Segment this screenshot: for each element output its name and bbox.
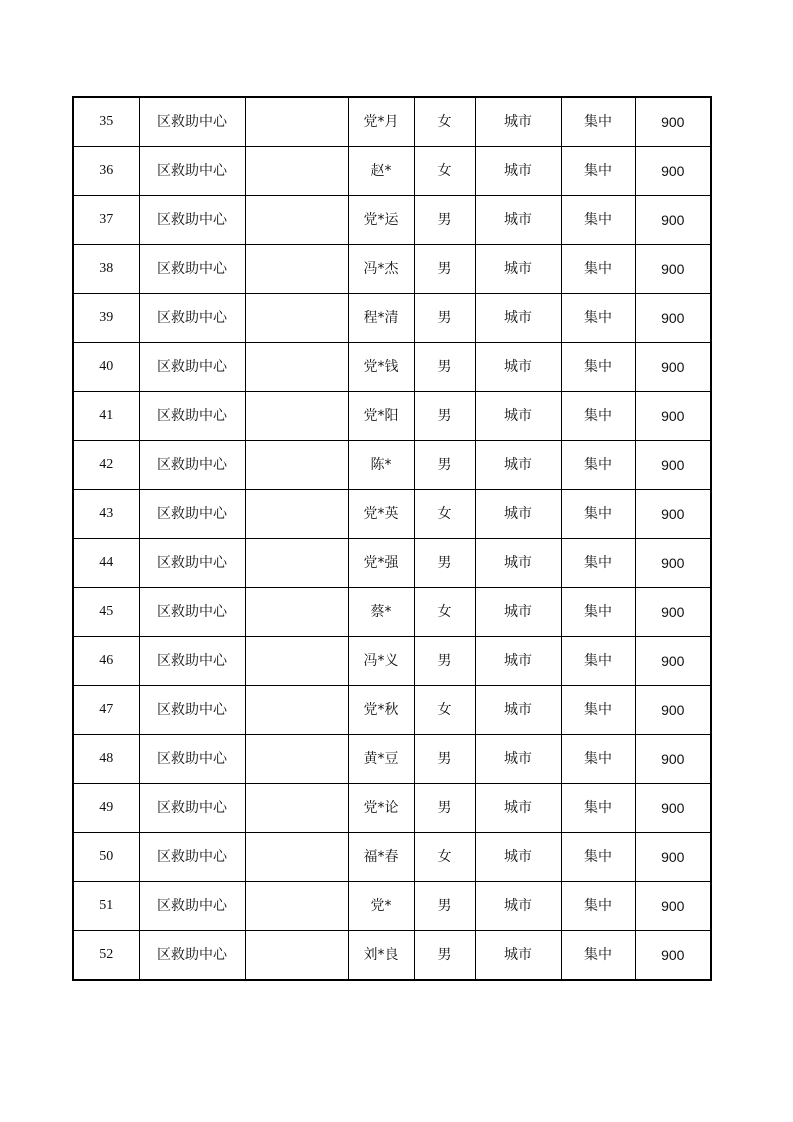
amount-cell: 900 <box>635 686 711 735</box>
amount-cell: 900 <box>635 441 711 490</box>
gender-cell: 女 <box>414 833 475 882</box>
amount-cell: 900 <box>635 735 711 784</box>
empty-cell <box>245 343 348 392</box>
recipient-name-cell: 刘*良 <box>348 931 414 981</box>
empty-cell <box>245 833 348 882</box>
gender-cell: 男 <box>414 735 475 784</box>
empty-cell <box>245 735 348 784</box>
empty-cell <box>245 490 348 539</box>
amount-cell: 900 <box>635 588 711 637</box>
recipient-name-cell: 冯*杰 <box>348 245 414 294</box>
area-type-cell: 城市 <box>475 97 561 147</box>
row-number-cell: 49 <box>73 784 139 833</box>
table-row <box>73 245 711 294</box>
recipient-name-cell: 党*论 <box>348 784 414 833</box>
empty-cell <box>245 637 348 686</box>
recipient-name-cell: 党*钱 <box>348 343 414 392</box>
table-row <box>73 343 711 392</box>
empty-cell <box>245 245 348 294</box>
recipient-name-cell: 蔡* <box>348 588 414 637</box>
recipient-name-cell: 党*月 <box>348 97 414 147</box>
table-row <box>73 588 711 637</box>
organization-cell: 区救助中心 <box>139 245 245 294</box>
table-row <box>73 196 711 245</box>
area-type-cell: 城市 <box>475 196 561 245</box>
organization-cell: 区救助中心 <box>139 833 245 882</box>
support-type-cell: 集中 <box>561 735 635 784</box>
area-type-cell: 城市 <box>475 637 561 686</box>
recipient-name-cell: 黄*豆 <box>348 735 414 784</box>
row-number-cell: 39 <box>73 294 139 343</box>
amount-cell: 900 <box>635 882 711 931</box>
organization-cell: 区救助中心 <box>139 490 245 539</box>
organization-cell: 区救助中心 <box>139 343 245 392</box>
support-type-cell: 集中 <box>561 931 635 981</box>
table-row <box>73 539 711 588</box>
row-number-cell: 36 <box>73 147 139 196</box>
table-row <box>73 735 711 784</box>
row-number-cell: 42 <box>73 441 139 490</box>
area-type-cell: 城市 <box>475 441 561 490</box>
empty-cell <box>245 539 348 588</box>
row-number-cell: 43 <box>73 490 139 539</box>
row-number-cell: 37 <box>73 196 139 245</box>
organization-cell: 区救助中心 <box>139 882 245 931</box>
gender-cell: 男 <box>414 637 475 686</box>
organization-cell: 区救助中心 <box>139 392 245 441</box>
amount-cell: 900 <box>635 294 711 343</box>
recipient-name-cell: 党*阳 <box>348 392 414 441</box>
organization-cell: 区救助中心 <box>139 588 245 637</box>
amount-cell: 900 <box>635 245 711 294</box>
support-type-cell: 集中 <box>561 539 635 588</box>
empty-cell <box>245 441 348 490</box>
empty-cell <box>245 882 348 931</box>
row-number-cell: 50 <box>73 833 139 882</box>
support-type-cell: 集中 <box>561 490 635 539</box>
table-row <box>73 490 711 539</box>
support-type-cell: 集中 <box>561 833 635 882</box>
table-row <box>73 637 711 686</box>
gender-cell: 女 <box>414 588 475 637</box>
gender-cell: 男 <box>414 343 475 392</box>
table-body <box>73 97 711 980</box>
area-type-cell: 城市 <box>475 735 561 784</box>
row-number-cell: 51 <box>73 882 139 931</box>
gender-cell: 男 <box>414 931 475 981</box>
amount-cell: 900 <box>635 833 711 882</box>
organization-cell: 区救助中心 <box>139 539 245 588</box>
area-type-cell: 城市 <box>475 343 561 392</box>
gender-cell: 男 <box>414 196 475 245</box>
support-type-cell: 集中 <box>561 686 635 735</box>
table-row <box>73 882 711 931</box>
empty-cell <box>245 147 348 196</box>
organization-cell: 区救助中心 <box>139 147 245 196</box>
area-type-cell: 城市 <box>475 833 561 882</box>
amount-cell: 900 <box>635 196 711 245</box>
empty-cell <box>245 931 348 981</box>
row-number-cell: 48 <box>73 735 139 784</box>
organization-cell: 区救助中心 <box>139 637 245 686</box>
gender-cell: 男 <box>414 294 475 343</box>
gender-cell: 女 <box>414 97 475 147</box>
organization-cell: 区救助中心 <box>139 686 245 735</box>
area-type-cell: 城市 <box>475 588 561 637</box>
row-number-cell: 44 <box>73 539 139 588</box>
empty-cell <box>245 588 348 637</box>
gender-cell: 女 <box>414 147 475 196</box>
empty-cell <box>245 392 348 441</box>
amount-cell: 900 <box>635 637 711 686</box>
amount-cell: 900 <box>635 97 711 147</box>
amount-cell: 900 <box>635 931 711 981</box>
gender-cell: 男 <box>414 441 475 490</box>
support-type-cell: 集中 <box>561 637 635 686</box>
table-row <box>73 784 711 833</box>
support-type-cell: 集中 <box>561 294 635 343</box>
gender-cell: 男 <box>414 784 475 833</box>
area-type-cell: 城市 <box>475 490 561 539</box>
amount-cell: 900 <box>635 343 711 392</box>
table-row <box>73 392 711 441</box>
empty-cell <box>245 686 348 735</box>
support-type-cell: 集中 <box>561 147 635 196</box>
support-type-cell: 集中 <box>561 343 635 392</box>
recipient-name-cell: 福*春 <box>348 833 414 882</box>
row-number-cell: 41 <box>73 392 139 441</box>
area-type-cell: 城市 <box>475 294 561 343</box>
area-type-cell: 城市 <box>475 882 561 931</box>
area-type-cell: 城市 <box>475 392 561 441</box>
area-type-cell: 城市 <box>475 147 561 196</box>
area-type-cell: 城市 <box>475 686 561 735</box>
recipient-name-cell: 赵* <box>348 147 414 196</box>
recipient-name-cell: 陈* <box>348 441 414 490</box>
recipient-name-cell: 程*清 <box>348 294 414 343</box>
support-type-cell: 集中 <box>561 588 635 637</box>
gender-cell: 男 <box>414 539 475 588</box>
gender-cell: 女 <box>414 686 475 735</box>
table-row <box>73 294 711 343</box>
row-number-cell: 40 <box>73 343 139 392</box>
amount-cell: 900 <box>635 147 711 196</box>
recipient-name-cell: 党*运 <box>348 196 414 245</box>
support-type-cell: 集中 <box>561 784 635 833</box>
table-row <box>73 686 711 735</box>
recipient-name-cell: 党*英 <box>348 490 414 539</box>
row-number-cell: 35 <box>73 97 139 147</box>
table-row <box>73 97 711 147</box>
amount-cell: 900 <box>635 784 711 833</box>
organization-cell: 区救助中心 <box>139 931 245 981</box>
empty-cell <box>245 97 348 147</box>
support-type-cell: 集中 <box>561 882 635 931</box>
amount-cell: 900 <box>635 490 711 539</box>
table-row <box>73 441 711 490</box>
gender-cell: 男 <box>414 882 475 931</box>
support-type-cell: 集中 <box>561 245 635 294</box>
recipient-name-cell: 党*秋 <box>348 686 414 735</box>
area-type-cell: 城市 <box>475 784 561 833</box>
gender-cell: 女 <box>414 490 475 539</box>
empty-cell <box>245 196 348 245</box>
organization-cell: 区救助中心 <box>139 784 245 833</box>
area-type-cell: 城市 <box>475 245 561 294</box>
amount-cell: 900 <box>635 539 711 588</box>
table-row <box>73 147 711 196</box>
gender-cell: 男 <box>414 392 475 441</box>
empty-cell <box>245 784 348 833</box>
support-type-cell: 集中 <box>561 97 635 147</box>
amount-cell: 900 <box>635 392 711 441</box>
table-row <box>73 833 711 882</box>
support-type-cell: 集中 <box>561 196 635 245</box>
table-row <box>73 931 711 981</box>
row-number-cell: 38 <box>73 245 139 294</box>
organization-cell: 区救助中心 <box>139 294 245 343</box>
support-type-cell: 集中 <box>561 441 635 490</box>
organization-cell: 区救助中心 <box>139 735 245 784</box>
relief-recipients-table <box>72 96 712 981</box>
organization-cell: 区救助中心 <box>139 196 245 245</box>
row-number-cell: 52 <box>73 931 139 981</box>
empty-cell <box>245 294 348 343</box>
recipient-name-cell: 党*强 <box>348 539 414 588</box>
row-number-cell: 45 <box>73 588 139 637</box>
row-number-cell: 47 <box>73 686 139 735</box>
recipient-name-cell: 党* <box>348 882 414 931</box>
row-number-cell: 46 <box>73 637 139 686</box>
area-type-cell: 城市 <box>475 539 561 588</box>
organization-cell: 区救助中心 <box>139 441 245 490</box>
recipient-name-cell: 冯*义 <box>348 637 414 686</box>
organization-cell: 区救助中心 <box>139 97 245 147</box>
gender-cell: 男 <box>414 245 475 294</box>
support-type-cell: 集中 <box>561 392 635 441</box>
area-type-cell: 城市 <box>475 931 561 981</box>
